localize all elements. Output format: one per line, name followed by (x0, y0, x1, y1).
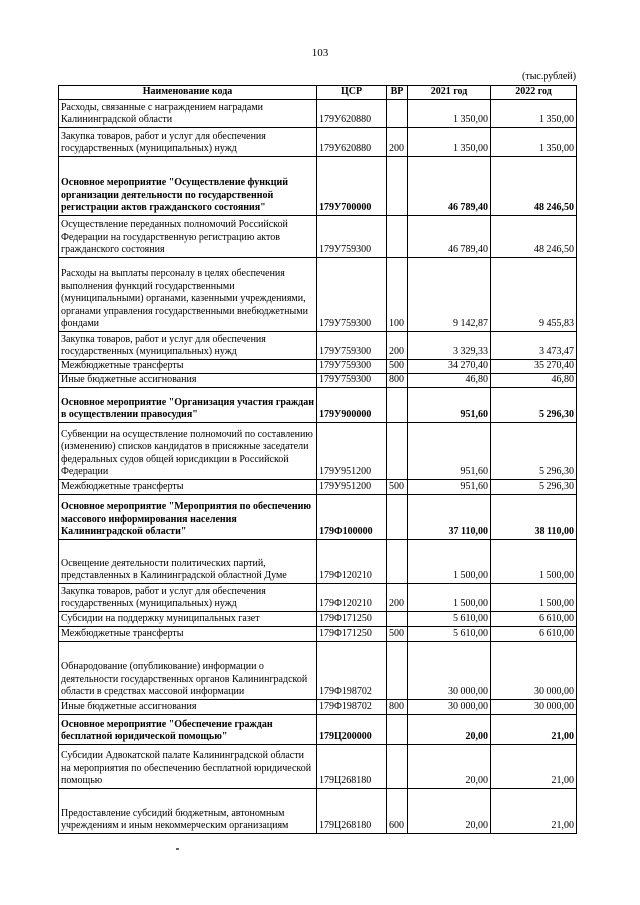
row-name: Освещение деятельности политических партий, представленных в Калининградской областной Думе (59, 540, 317, 584)
row-2022: 38 110,00 (491, 495, 577, 540)
table-row (59, 584, 577, 612)
row-name: Межбюджетные трансферты (59, 627, 317, 642)
row-2021: 1 500,00 (408, 584, 491, 612)
table-row (59, 360, 577, 374)
row-csr: 179У951200 (317, 423, 387, 480)
row-2021: 1 350,00 (408, 128, 491, 157)
row-csr: 179Ф100000 (317, 495, 387, 540)
row-2022: 48 246,50 (491, 216, 577, 258)
row-csr: 179У620880 (317, 128, 387, 157)
row-vr (387, 612, 408, 627)
table-row (59, 100, 577, 128)
row-2022: 1 500,00 (491, 584, 577, 612)
row-2021: 20,00 (408, 789, 491, 834)
table-row-section (59, 715, 577, 745)
row-name: Межбюджетные трансферты (59, 360, 317, 374)
row-csr: 179У759300 (317, 216, 387, 258)
row-name: Основное мероприятие "Организация участия граждан в осуществлении правосудия" (59, 388, 317, 423)
row-name: Закупка товаров, работ и услуг для обеспечения государственных (муниципальных) нужд (59, 128, 317, 157)
row-name: Субсидии на поддержку муниципальных газет (59, 612, 317, 627)
row-2021: 46,80 (408, 374, 491, 388)
row-csr: 179У900000 (317, 388, 387, 423)
row-2021: 37 110,00 (408, 495, 491, 540)
table-row (59, 700, 577, 715)
row-vr: 600 (387, 789, 408, 834)
row-csr: 179У700000 (317, 157, 387, 216)
row-vr (387, 642, 408, 700)
row-csr: 179У951200 (317, 480, 387, 495)
row-2022: 5 296,30 (491, 480, 577, 495)
row-2021: 46 789,40 (408, 216, 491, 258)
table-row (59, 332, 577, 360)
table-row (59, 642, 577, 700)
table-row (59, 745, 577, 789)
row-2022: 9 455,83 (491, 258, 577, 332)
row-csr: 179Ц200000 (317, 715, 387, 745)
row-2021: 46 789,40 (408, 157, 491, 216)
row-name: Основное мероприятие "Мероприятия по обеспечению массового информирования населения Калининградской области" (59, 495, 317, 540)
row-vr: 500 (387, 480, 408, 495)
table-row (59, 540, 577, 584)
row-csr: 179Ц268180 (317, 789, 387, 834)
row-2022: 1 350,00 (491, 100, 577, 128)
units-label: (тыс.рублей) (522, 71, 577, 82)
row-2022: 46,80 (491, 374, 577, 388)
table-row (59, 627, 577, 642)
row-csr: 179Ф198702 (317, 642, 387, 700)
table-row-section (59, 495, 577, 540)
table-row (59, 258, 577, 332)
row-2022: 30 000,00 (491, 642, 577, 700)
row-2022: 21,00 (491, 715, 577, 745)
row-2021: 951,60 (408, 423, 491, 480)
row-2022: 35 270,40 (491, 360, 577, 374)
row-2022: 6 610,00 (491, 627, 577, 642)
table-row-section (59, 388, 577, 423)
row-2021: 5 610,00 (408, 627, 491, 642)
header-name: Наименование кода (59, 86, 317, 100)
page-number: 103 (311, 47, 329, 59)
header-csr: ЦСР (317, 86, 387, 100)
row-2021: 20,00 (408, 745, 491, 789)
row-name: Расходы, связанные с награждением наградами Калининградской области (59, 100, 317, 128)
row-vr (387, 715, 408, 745)
row-2021: 34 270,40 (408, 360, 491, 374)
row-vr: 500 (387, 360, 408, 374)
row-csr: 179Ф171250 (317, 627, 387, 642)
row-2021: 9 142,87 (408, 258, 491, 332)
table-row-section (59, 157, 577, 216)
row-vr: 800 (387, 700, 408, 715)
row-csr: 179Ц268180 (317, 745, 387, 789)
row-2022: 1 500,00 (491, 540, 577, 584)
row-name: Закупка товаров, работ и услуг для обеспечения государственных (муниципальных) нужд (59, 332, 317, 360)
row-name: Иные бюджетные ассигнования (59, 700, 317, 715)
row-2021: 30 000,00 (408, 642, 491, 700)
scan-speck (176, 848, 179, 850)
row-csr: 179Ф171250 (317, 612, 387, 627)
table-header-row (59, 86, 577, 100)
row-name: Иные бюджетные ассигнования (59, 374, 317, 388)
row-2022: 6 610,00 (491, 612, 577, 627)
row-name: Предоставление субсидий бюджетным, автономным учреждениям и иным некоммерческим организациям (59, 789, 317, 834)
table-row (59, 612, 577, 627)
header-2022: 2022 год (491, 86, 577, 100)
row-name: Расходы на выплаты персоналу в целях обеспечения выполнения функций государственными (муниципальными) органами, казенными учреждениями, органами управления государственными внебюджетными фондами (59, 258, 317, 332)
row-2021: 30 000,00 (408, 700, 491, 715)
row-vr: 500 (387, 627, 408, 642)
row-csr: 179Ф198702 (317, 700, 387, 715)
row-vr (387, 216, 408, 258)
row-name: Основное мероприятие "Осуществление функций организации деятельности по государственной регистрации актов гражданского состояния" (59, 157, 317, 216)
row-2022: 5 296,30 (491, 423, 577, 480)
row-2021: 951,60 (408, 388, 491, 423)
row-2022: 1 350,00 (491, 128, 577, 157)
row-2022: 30 000,00 (491, 700, 577, 715)
table-row (59, 423, 577, 480)
row-vr (387, 388, 408, 423)
row-vr (387, 423, 408, 480)
header-2021: 2021 год (408, 86, 491, 100)
row-2021: 20,00 (408, 715, 491, 745)
row-vr (387, 100, 408, 128)
row-2021: 3 329,33 (408, 332, 491, 360)
table-row (59, 789, 577, 834)
row-csr: 179Ф120210 (317, 540, 387, 584)
row-2022: 21,00 (491, 789, 577, 834)
row-vr: 200 (387, 584, 408, 612)
row-name: Субвенции на осуществление полномочий по составлению (изменению) списков кандидатов в присяжные заседатели федеральных судов общей юрисдикции в Российской Федерации (59, 423, 317, 480)
row-csr: 179У759300 (317, 332, 387, 360)
table-row (59, 480, 577, 495)
row-vr: 200 (387, 332, 408, 360)
row-name: Основное мероприятие "Обеспечение граждан бесплатной юридической помощью" (59, 715, 317, 745)
row-vr (387, 157, 408, 216)
row-2022: 3 473,47 (491, 332, 577, 360)
row-vr (387, 495, 408, 540)
row-csr: 179У620880 (317, 100, 387, 128)
row-vr: 800 (387, 374, 408, 388)
row-vr (387, 745, 408, 789)
row-2021: 1 350,00 (408, 100, 491, 128)
row-name: Межбюджетные трансферты (59, 480, 317, 495)
table-row (59, 216, 577, 258)
row-vr: 100 (387, 258, 408, 332)
row-2022: 5 296,30 (491, 388, 577, 423)
row-name: Субсидии Адвокатской палате Калининградской области на мероприятия по обеспечению бесплатной юридической помощью (59, 745, 317, 789)
row-vr (387, 540, 408, 584)
row-2022: 21,00 (491, 745, 577, 789)
row-csr: 179У759300 (317, 258, 387, 332)
row-2021: 951,60 (408, 480, 491, 495)
header-vr: ВР (387, 86, 408, 100)
table-row (59, 128, 577, 157)
row-2021: 1 500,00 (408, 540, 491, 584)
row-2021: 5 610,00 (408, 612, 491, 627)
row-name: Осуществление переданных полномочий Российской Федерации на государственную регистрацию актов гражданского состояния (59, 216, 317, 258)
budget-table (58, 85, 577, 834)
row-name: Обнародование (опубликование) информации о деятельности государственных органов Калининградской области в средствах массовой информации (59, 642, 317, 700)
row-name: Закупка товаров, работ и услуг для обеспечения государственных (муниципальных) нужд (59, 584, 317, 612)
table-row (59, 374, 577, 388)
row-vr: 200 (387, 128, 408, 157)
row-csr: 179Ф120210 (317, 584, 387, 612)
row-2022: 48 246,50 (491, 157, 577, 216)
row-csr: 179У759300 (317, 360, 387, 374)
row-csr: 179У759300 (317, 374, 387, 388)
